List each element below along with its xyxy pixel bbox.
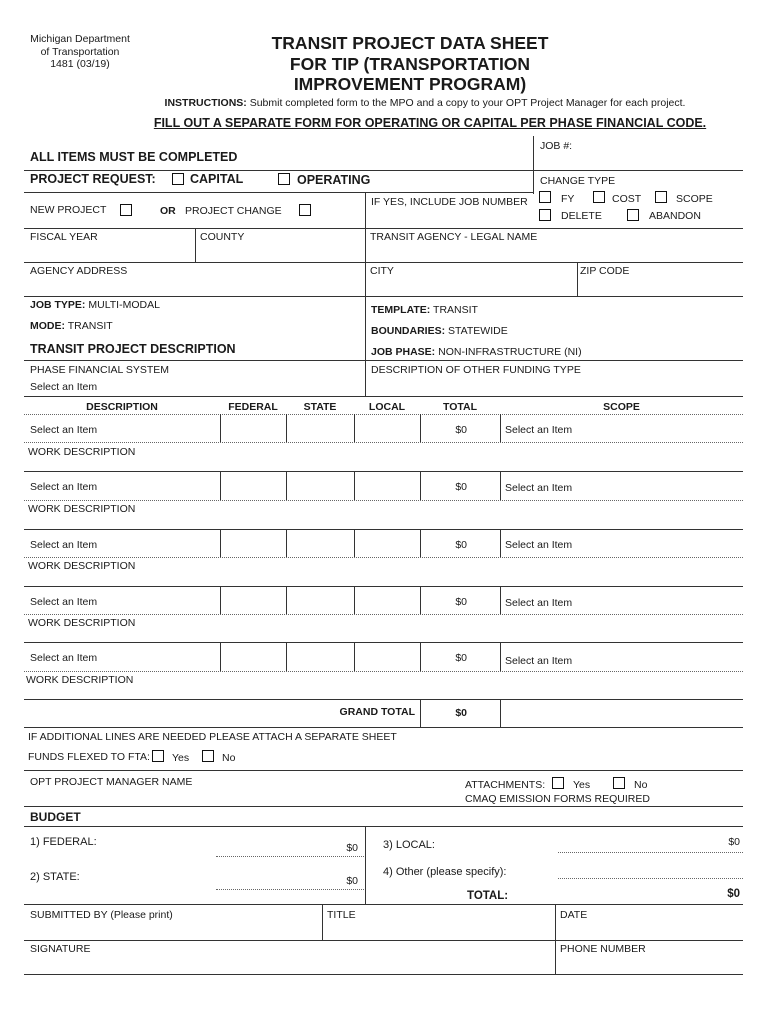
divider <box>24 904 743 905</box>
department-block <box>30 33 130 71</box>
project-request-label: PROJECT REQUEST: <box>30 172 156 186</box>
abandon-label: ABANDON <box>649 210 701 222</box>
change-type-label: CHANGE TYPE <box>540 175 616 187</box>
divider <box>286 586 287 614</box>
budget-local-value[interactable]: $0 <box>728 836 740 848</box>
phone-number-label: PHONE NUMBER <box>560 943 646 955</box>
job-phase-label: JOB PHASE: <box>371 346 436 358</box>
row-4-total: $0 <box>455 596 467 608</box>
mode-value: TRANSIT <box>67 320 113 332</box>
budget-federal-value[interactable]: $0 <box>346 842 358 854</box>
date-label: DATE <box>560 909 588 921</box>
job-number-label: JOB #: <box>540 140 573 152</box>
capital-label: CAPITAL <box>190 172 244 186</box>
divider <box>555 904 556 974</box>
row-3-work-description-label: WORK DESCRIPTION <box>28 560 136 572</box>
divider <box>24 642 743 643</box>
row-1-work-description-label: WORK DESCRIPTION <box>28 446 136 458</box>
row-2-total: $0 <box>455 481 467 493</box>
divider <box>24 699 743 700</box>
divider <box>365 826 366 904</box>
divider <box>558 878 743 879</box>
delete-checkbox[interactable] <box>539 209 551 221</box>
project-change-label: PROJECT CHANGE <box>185 205 282 217</box>
city-label: CITY <box>370 265 394 277</box>
divider <box>354 642 355 671</box>
divider <box>24 192 533 193</box>
row-1-scope-select[interactable]: Select an Item <box>505 424 573 436</box>
budget-federal-label: 1) FEDERAL: <box>30 836 97 848</box>
col-header-federal: FEDERAL <box>228 401 278 413</box>
county-label: COUNTY <box>200 231 245 243</box>
submitted-by-label: SUBMITTED BY (Please print) <box>30 909 173 921</box>
divider <box>24 586 743 587</box>
operating-checkbox[interactable] <box>278 173 290 185</box>
col-header-state: STATE <box>303 401 337 413</box>
transit-project-description-heading: TRANSIT PROJECT DESCRIPTION <box>30 342 236 356</box>
cost-label: COST <box>612 193 642 205</box>
job-phase <box>371 346 582 358</box>
mode-label: MODE: <box>30 320 65 332</box>
budget-heading: BUDGET <box>30 810 81 824</box>
row-3-scope-select[interactable]: Select an Item <box>505 539 573 551</box>
divider <box>24 262 743 263</box>
boundaries <box>371 325 508 337</box>
opt-project-manager-label: OPT PROJECT MANAGER NAME <box>30 776 193 788</box>
divider <box>500 586 501 614</box>
capital-checkbox[interactable] <box>172 173 184 185</box>
divider <box>354 586 355 614</box>
funds-flexed-yes-checkbox[interactable] <box>152 750 164 762</box>
all-items-heading: ALL ITEMS MUST BE COMPLETED <box>30 150 238 164</box>
attachments-no-label: No <box>634 779 648 791</box>
divider <box>24 500 743 501</box>
funds-flexed-yes-label: Yes <box>172 752 190 764</box>
phase-financial-system-select[interactable]: Select an Item <box>30 381 98 393</box>
divider <box>354 471 355 500</box>
department-name-line2: of Transportation <box>40 45 120 58</box>
boundaries-label: BOUNDARIES: <box>371 325 446 337</box>
job-type-label: JOB TYPE: <box>30 299 86 311</box>
attachments-yes-label: Yes <box>573 779 591 791</box>
title-label: TITLE <box>327 909 356 921</box>
other-funding-description-label: DESCRIPTION OF OTHER FUNDING TYPE <box>371 364 581 376</box>
row-2-description-select[interactable]: Select an Item <box>30 481 98 493</box>
divider <box>322 904 323 940</box>
form-number: 1481 (03/19) <box>50 58 110 70</box>
row-3-description-select[interactable]: Select an Item <box>30 539 98 551</box>
row-2-work-description-label: WORK DESCRIPTION <box>28 503 136 515</box>
divider <box>195 228 196 262</box>
row-5-total: $0 <box>455 652 467 664</box>
divider <box>286 642 287 671</box>
divider <box>365 296 366 396</box>
divider <box>216 856 364 857</box>
instructions-text: Submit completed form to the MPO and a copy to your OPT Project Manager for each project. <box>249 97 686 109</box>
divider <box>24 770 743 771</box>
divider <box>24 414 743 415</box>
divider <box>24 529 743 530</box>
grand-total-value: $0 <box>455 707 467 719</box>
divider <box>24 360 743 361</box>
fiscal-year-label: FISCAL YEAR <box>30 231 98 243</box>
divider <box>24 170 743 171</box>
row-1-total: $0 <box>455 424 467 436</box>
budget-state-label: 2) STATE: <box>30 871 80 883</box>
or-label: OR <box>160 205 176 217</box>
signature-label: SIGNATURE <box>30 943 91 955</box>
instructions-label: INSTRUCTIONS: <box>164 97 247 109</box>
divider <box>354 414 355 442</box>
budget-total-value: $0 <box>727 888 740 900</box>
divider <box>24 396 743 397</box>
row-5-scope-select[interactable]: Select an Item <box>505 655 573 667</box>
divider <box>286 414 287 442</box>
row-4-description-select[interactable]: Select an Item <box>30 596 98 608</box>
divider <box>500 471 501 500</box>
divider <box>24 727 743 728</box>
divider <box>24 806 743 807</box>
form-title-line3: IMPROVEMENT PROGRAM) <box>293 74 527 94</box>
divider <box>286 471 287 500</box>
row-5-work-description-label: WORK DESCRIPTION <box>26 674 134 686</box>
phase-financial-system-label: PHASE FINANCIAL SYSTEM <box>30 364 170 376</box>
additional-lines-note: IF ADDITIONAL LINES ARE NEEDED PLEASE ATTACH A SEPARATE SHEET <box>28 731 397 743</box>
fy-label: FY <box>561 193 575 205</box>
budget-local-label: 3) LOCAL: <box>383 839 435 851</box>
divider <box>286 529 287 557</box>
operating-label: OPERATING <box>297 173 371 187</box>
divider <box>220 414 221 442</box>
divider <box>500 642 501 671</box>
row-4-work-description-label: WORK DESCRIPTION <box>28 617 136 629</box>
row-1-description-select[interactable]: Select an Item <box>30 424 98 436</box>
col-header-scope: SCOPE <box>603 401 640 413</box>
divider <box>24 296 743 297</box>
zip-code-label: ZIP CODE <box>580 265 630 277</box>
job-phase-value: NON-INFRASTRUCTURE (NI) <box>438 346 582 358</box>
divider <box>220 471 221 500</box>
job-type-value: MULTI-MODAL <box>88 299 160 311</box>
fill-out-notice: FILL OUT A SEPARATE FORM FOR OPERATING OR CAPITAL PER PHASE FINANCIAL CODE. <box>153 116 707 130</box>
transit-agency-label: TRANSIT AGENCY - LEGAL NAME <box>370 231 538 243</box>
new-project-checkbox[interactable] <box>120 204 132 216</box>
divider <box>24 826 743 827</box>
divider <box>24 557 743 558</box>
divider <box>500 699 501 727</box>
divider <box>24 940 743 941</box>
divider <box>558 852 743 853</box>
divider <box>220 642 221 671</box>
divider <box>220 586 221 614</box>
new-project-label: NEW PROJECT <box>30 204 107 216</box>
scope-checkbox[interactable] <box>655 191 667 203</box>
divider <box>500 529 501 557</box>
divider <box>220 529 221 557</box>
if-yes-job-number-label: IF YES, INCLUDE JOB NUMBER <box>371 196 528 208</box>
attachments-label: ATTACHMENTS: <box>465 779 546 791</box>
divider <box>24 614 743 615</box>
attachments-no-checkbox[interactable] <box>613 777 625 789</box>
col-header-description: DESCRIPTION <box>86 401 158 413</box>
row-3-total: $0 <box>455 539 467 551</box>
abandon-checkbox[interactable] <box>627 209 639 221</box>
divider <box>24 228 743 229</box>
form-title <box>240 33 580 95</box>
scope-label: SCOPE <box>676 193 713 205</box>
boundaries-value: STATEWIDE <box>448 325 508 337</box>
divider <box>354 529 355 557</box>
template-label: TEMPLATE: <box>371 304 431 316</box>
row-2-scope-select[interactable]: Select an Item <box>505 482 573 494</box>
form-title-line2: FOR TIP (TRANSPORTATION <box>289 53 531 74</box>
divider <box>500 414 501 442</box>
funds-flexed-label: FUNDS FLEXED TO FTA: <box>28 751 150 763</box>
delete-label: DELETE <box>561 210 602 222</box>
divider <box>24 974 743 975</box>
cmaq-emission-label: CMAQ EMISSION FORMS REQUIRED <box>465 793 650 805</box>
row-4-scope-select[interactable]: Select an Item <box>505 597 573 609</box>
budget-total-label: TOTAL: <box>467 890 509 902</box>
divider <box>577 262 578 296</box>
department-name-line1: Michigan Department <box>30 33 130 45</box>
fy-checkbox[interactable] <box>539 191 551 203</box>
agency-address-label: AGENCY ADDRESS <box>30 265 128 277</box>
divider <box>216 889 364 890</box>
divider <box>365 192 366 228</box>
attachments-yes-checkbox[interactable] <box>552 777 564 789</box>
divider <box>24 671 743 672</box>
row-5-description-select[interactable]: Select an Item <box>30 652 98 664</box>
instructions <box>130 97 720 109</box>
project-change-checkbox[interactable] <box>299 204 311 216</box>
col-header-total: TOTAL <box>442 401 478 413</box>
funds-flexed-no-label: No <box>222 752 236 764</box>
budget-state-value[interactable]: $0 <box>346 875 358 887</box>
grand-total-label: GRAND TOTAL <box>339 706 415 718</box>
divider <box>24 442 743 443</box>
template <box>371 304 478 316</box>
cost-checkbox[interactable] <box>593 191 605 203</box>
funds-flexed-no-checkbox[interactable] <box>202 750 214 762</box>
budget-other-label: 4) Other (please specify): <box>383 866 507 878</box>
divider <box>24 471 743 472</box>
template-value: TRANSIT <box>433 304 478 316</box>
divider <box>533 136 534 194</box>
form-title-line1: TRANSIT PROJECT DATA SHEET <box>271 33 549 53</box>
col-header-local: LOCAL <box>368 401 406 413</box>
mode <box>30 320 113 332</box>
job-type <box>30 299 160 311</box>
